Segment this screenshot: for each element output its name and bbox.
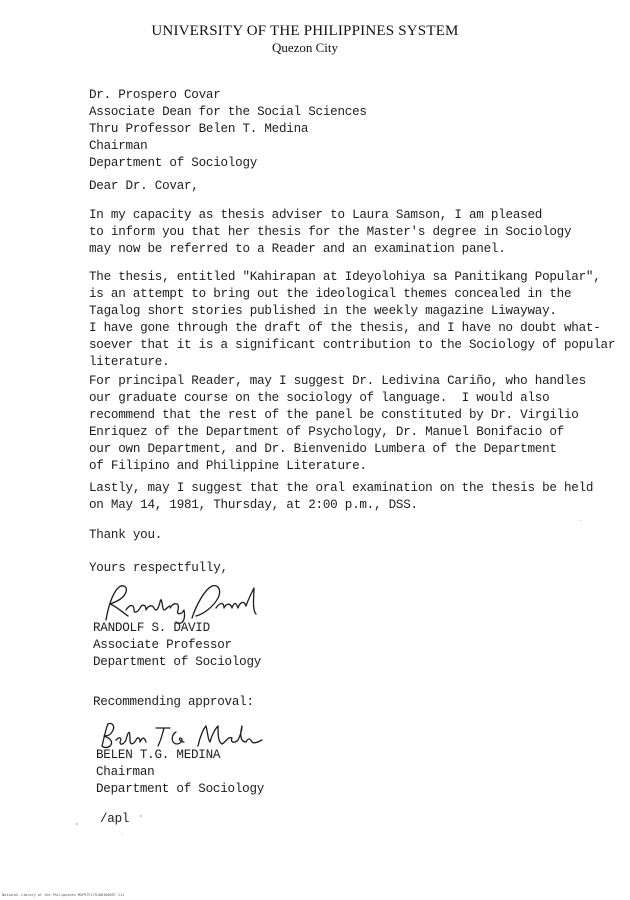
paragraph-line: soever that it is a significant contribution to the Sociology of popular — [89, 338, 616, 352]
paragraph-line: may now be referred to a Reader and an examination panel. — [89, 242, 506, 256]
addressee-block — [89, 87, 609, 172]
paragraph-line: I have gone through the draft of the thesis, and I have no doubt what- — [89, 321, 601, 335]
paragraph-line: is an attempt to bring out the ideological themes concealed in the — [89, 287, 572, 301]
paragraph-line: Lastly, may I suggest that the oral examination on the thesis be held — [89, 481, 594, 495]
scan-speck — [76, 823, 78, 825]
thanks-text: Thank you. — [89, 528, 163, 542]
signature-belen-medina — [96, 720, 266, 750]
scan-speck — [122, 834, 123, 835]
signatory-department: Department of Sociology — [93, 655, 262, 669]
paragraph-1 — [89, 207, 609, 258]
addressee-line: Dr. Prospero Covar — [89, 88, 221, 102]
paragraph-3 — [89, 373, 609, 475]
recommending-title: Chairman — [96, 765, 155, 779]
closing-line — [89, 560, 609, 577]
paragraph-line: Tagalog short stories published in the weekly magazine Liwayway. — [89, 304, 557, 318]
paragraph-line: In my capacity as thesis adviser to Laura Samson, I am pleased — [89, 208, 543, 222]
paragraph-line: literature. — [89, 355, 170, 369]
paragraph-line: our own Department, and Dr. Bienvenido Lumbera of the Department — [89, 442, 557, 456]
thanks-line — [89, 527, 609, 544]
recommending-name: BELEN T.G. MEDINA — [96, 748, 221, 762]
signatory-block — [93, 620, 613, 671]
typist-initials — [100, 811, 620, 828]
paragraph-line: our graduate course on the sociology of language. I would also — [89, 391, 550, 405]
salutation-text: Dear Dr. Covar, — [89, 179, 199, 193]
paragraph-line: on May 14, 1981, Thursday, at 2:00 p.m., DSS. — [89, 498, 418, 512]
paragraph-4 — [89, 480, 609, 514]
recommending-signatory-block — [96, 747, 616, 798]
scan-speck — [140, 815, 142, 817]
salutation — [89, 178, 609, 195]
paragraph-line: For principal Reader, may I suggest Dr. Ledivina Cariño, who handles — [89, 374, 586, 388]
recommending-department: Department of Sociology — [96, 782, 265, 796]
footer-stamp: National Library of the Philippines MGP97F27G100160097 111 — [2, 893, 125, 897]
addressee-line: Thru Professor Belen T. Medina — [89, 122, 309, 136]
paragraph-2 — [89, 269, 616, 371]
paragraph-line: to inform you that her thesis for the Master's degree in Sociology — [89, 225, 572, 239]
paragraph-line: The thesis, entitled "Kahirapan at Ideyolohiya sa Panitikang Popular", — [89, 270, 601, 284]
paragraph-line: recommend that the rest of the panel be constituted by Dr. Virgilio — [89, 408, 579, 422]
signatory-name: RANDOLF S. DAVID — [93, 621, 210, 635]
paragraph-line: of Filipino and Philippine Literature. — [89, 459, 367, 473]
scan-speck — [580, 520, 581, 521]
letterhead-institution: UNIVERSITY OF THE PHILIPPINES SYSTEM — [151, 23, 459, 39]
initials-text: /apl — [100, 812, 130, 826]
letterhead-city: Quezon City — [271, 40, 339, 55]
paragraph-line: Enriquez of the Department of Psychology, Dr. Manuel Bonifacio of — [89, 425, 564, 439]
addressee-line: Associate Dean for the Social Sciences — [89, 105, 367, 119]
addressee-line: Chairman — [89, 139, 148, 153]
closing-text: Yours respectfully, — [89, 561, 228, 575]
recommending-label — [93, 694, 613, 711]
addressee-line: Department of Sociology — [89, 156, 258, 170]
recommending-label-text: Recommending approval: — [93, 695, 254, 709]
signatory-title: Associate Professor — [93, 638, 232, 652]
